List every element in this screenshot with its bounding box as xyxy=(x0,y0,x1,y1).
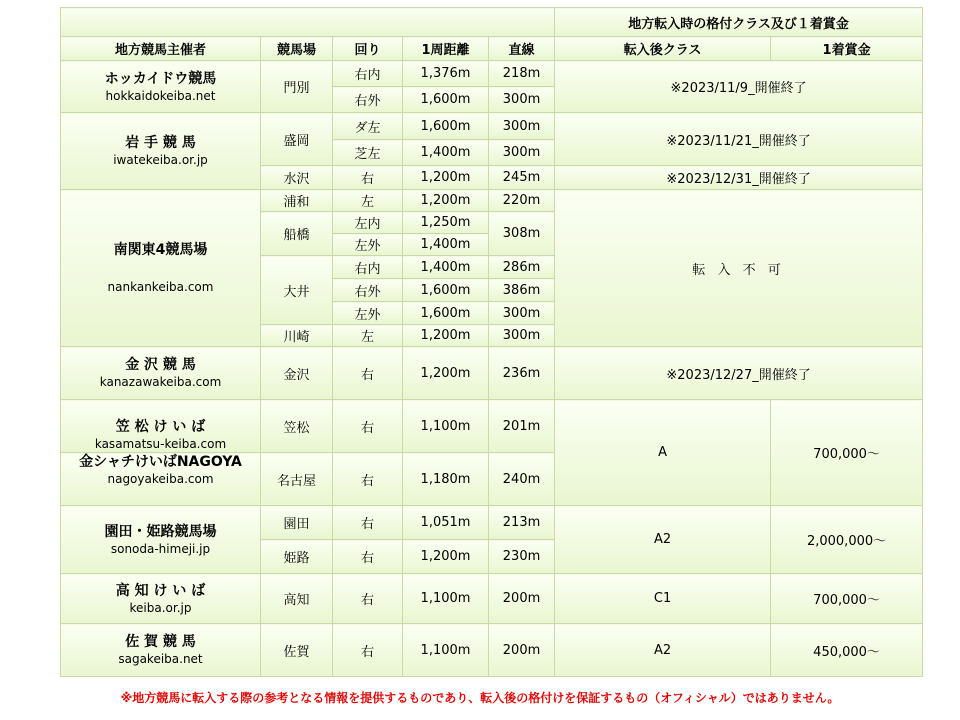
straight-cell: 386m xyxy=(489,279,555,302)
direction-cell: 右 xyxy=(333,166,403,190)
distance-cell: 1,051m xyxy=(403,506,489,540)
table-row xyxy=(61,347,923,400)
organizer-name: 岩 手 競 馬 xyxy=(125,135,196,151)
organizer-cell xyxy=(61,453,261,506)
organizer-cell xyxy=(61,506,261,574)
distance-cell: 1,250m xyxy=(403,212,489,234)
direction-cell: 右 xyxy=(333,347,403,400)
table-row xyxy=(61,190,923,212)
course-name: 水沢 xyxy=(261,166,333,190)
distance-cell: 1,100m xyxy=(403,574,489,624)
straight-cell: 240m xyxy=(489,453,555,506)
table-row xyxy=(61,624,923,677)
straight-cell: 218m xyxy=(489,61,555,87)
table-row xyxy=(61,113,923,140)
distance-cell: 1,200m xyxy=(403,325,489,347)
distance-cell: 1,600m xyxy=(403,302,489,325)
course-name: 浦和 xyxy=(261,190,333,212)
organizer-url[interactable]: nagoyakeiba.com xyxy=(107,472,214,486)
table-row xyxy=(61,506,923,540)
organizer-cell xyxy=(61,61,261,113)
class-cell: C1 xyxy=(555,574,771,624)
organizer-cell xyxy=(61,190,261,347)
distance-cell: 1,200m xyxy=(403,166,489,190)
course-name: 船橋 xyxy=(261,212,333,256)
organizer-name: 南関東4競馬場 xyxy=(113,242,208,258)
organizer-name: ホッカイドウ競馬 xyxy=(104,70,217,87)
straight-cell: 300m xyxy=(489,302,555,325)
direction-cell: ダ左 xyxy=(333,113,403,140)
direction-cell: 右外 xyxy=(333,87,403,113)
direction-cell: 左外 xyxy=(333,234,403,256)
racecourse-table xyxy=(60,7,923,677)
organizer-cell xyxy=(61,624,261,677)
disclaimer-footnote: ※地方競馬に転入する際の参考となる情報を提供するものであり、転入後の格付けを保証するもの（オフィシャル）ではありません。 xyxy=(120,691,840,705)
straight-cell: 200m xyxy=(489,624,555,677)
distance-cell: 1,200m xyxy=(403,190,489,212)
organizer-cell xyxy=(61,347,261,400)
distance-cell: 1,376m xyxy=(403,61,489,87)
organizer-name: 笠 松 け い ば xyxy=(115,419,206,435)
organizer-name: 高 知 け い ば xyxy=(115,582,206,599)
organizer-url[interactable]: keiba.or.jp xyxy=(129,600,192,615)
distance-cell: 1,200m xyxy=(403,347,489,400)
table-row xyxy=(61,400,923,453)
straight-cell: 200m xyxy=(489,574,555,624)
header-group-title: 地方転入時の格付クラス及び１着賞金 xyxy=(555,8,923,37)
class-cell: A2 xyxy=(555,624,771,677)
organizer-url[interactable]: hokkaidokeiba.net xyxy=(105,88,216,103)
organizer-cell xyxy=(61,574,261,624)
direction-cell: 右外 xyxy=(333,279,403,302)
direction-cell: 右 xyxy=(333,624,403,677)
course-name: 姫路 xyxy=(261,540,333,574)
distance-cell: 1,100m xyxy=(403,400,489,453)
distance-cell: 1,200m xyxy=(403,540,489,574)
header-organizer: 地方競馬主催者 xyxy=(61,37,261,61)
straight-cell: 230m xyxy=(489,540,555,574)
direction-cell: 右内 xyxy=(333,256,403,279)
distance-cell: 1,400m xyxy=(403,140,489,166)
header-blank-cell xyxy=(61,8,555,37)
distance-cell: 1,600m xyxy=(403,113,489,140)
status-cell: ※2023/12/27_開催終了 xyxy=(555,347,923,400)
prize-cell: 700,000～ xyxy=(771,574,923,624)
course-name: 笠松 xyxy=(261,400,333,453)
direction-cell: 右 xyxy=(333,506,403,540)
class-cell: A2 xyxy=(555,506,771,574)
header-course: 競馬場 xyxy=(261,37,333,61)
prize-cell: 450,000～ xyxy=(771,624,923,677)
organizer-url[interactable]: kasamatsu-keiba.com xyxy=(94,437,227,451)
distance-cell: 1,600m xyxy=(403,87,489,113)
organizer-name: 金シャチけいばNAGOYA xyxy=(79,454,242,470)
straight-cell: 245m xyxy=(489,166,555,190)
organizer-name: 佐 賀 競 馬 xyxy=(125,634,196,650)
straight-cell: 300m xyxy=(489,140,555,166)
organizer-url[interactable]: sonoda-himeji.jp xyxy=(110,541,211,556)
header-straight: 直線 xyxy=(489,37,555,61)
prize-cell: 2,000,000～ xyxy=(771,506,923,574)
direction-cell: 右 xyxy=(333,540,403,574)
header-prize: 1着賞金 xyxy=(771,37,923,61)
course-name: 佐賀 xyxy=(261,624,333,677)
direction-cell: 右 xyxy=(333,453,403,506)
course-name: 名古屋 xyxy=(261,453,333,506)
straight-cell: 300m xyxy=(489,87,555,113)
straight-cell: 300m xyxy=(489,113,555,140)
table-header-group xyxy=(61,8,923,37)
straight-cell: 300m xyxy=(489,325,555,347)
direction-cell: 左 xyxy=(333,325,403,347)
organizer-url[interactable]: kanazawakeiba.com xyxy=(99,375,222,389)
course-name: 門別 xyxy=(261,61,333,113)
organizer-url[interactable]: nankankeiba.com xyxy=(107,280,214,294)
course-name: 盛岡 xyxy=(261,113,333,166)
straight-cell: 201m xyxy=(489,400,555,453)
prize-cell: 700,000～ xyxy=(771,400,923,506)
status-cell: ※2023/11/21_開催終了 xyxy=(555,113,923,166)
straight-cell: 236m xyxy=(489,347,555,400)
organizer-url[interactable]: sagakeiba.net xyxy=(118,652,203,666)
organizer-cell xyxy=(61,113,261,190)
straight-cell: 220m xyxy=(489,190,555,212)
direction-cell: 右内 xyxy=(333,61,403,87)
direction-cell: 芝左 xyxy=(333,140,403,166)
status-cell: ※2023/12/31_開催終了 xyxy=(555,166,923,190)
class-cell: A xyxy=(555,400,771,506)
direction-cell: 左 xyxy=(333,190,403,212)
header-class: 転入後クラス xyxy=(555,37,771,61)
organizer-name: 金 沢 競 馬 xyxy=(125,357,196,373)
distance-cell: 1,600m xyxy=(403,279,489,302)
distance-cell: 1,400m xyxy=(403,234,489,256)
table-header xyxy=(61,37,923,61)
distance-cell: 1,180m xyxy=(403,453,489,506)
status-cell: 転 入 不 可 xyxy=(555,190,923,347)
direction-cell: 右 xyxy=(333,574,403,624)
status-cell: ※2023/11/9_開催終了 xyxy=(555,61,923,113)
organizer-name: 園田・姫路競馬場 xyxy=(104,523,217,540)
organizer-url[interactable]: iwatekeiba.or.jp xyxy=(113,153,208,167)
distance-cell: 1,100m xyxy=(403,624,489,677)
course-name: 川崎 xyxy=(261,325,333,347)
direction-cell: 右 xyxy=(333,400,403,453)
table-row xyxy=(61,61,923,87)
direction-cell: 左外 xyxy=(333,302,403,325)
course-name: 大井 xyxy=(261,256,333,325)
course-name: 高知 xyxy=(261,574,333,624)
distance-cell: 1,400m xyxy=(403,256,489,279)
header-direction: 回り xyxy=(333,37,403,61)
course-name: 金沢 xyxy=(261,347,333,400)
organizer-cell xyxy=(61,400,261,453)
direction-cell: 左内 xyxy=(333,212,403,234)
straight-cell: 308m xyxy=(489,212,555,256)
straight-cell: 286m xyxy=(489,256,555,279)
header-distance: 1周距離 xyxy=(403,37,489,61)
table-row xyxy=(61,574,923,624)
straight-cell: 213m xyxy=(489,506,555,540)
course-name: 園田 xyxy=(261,506,333,540)
